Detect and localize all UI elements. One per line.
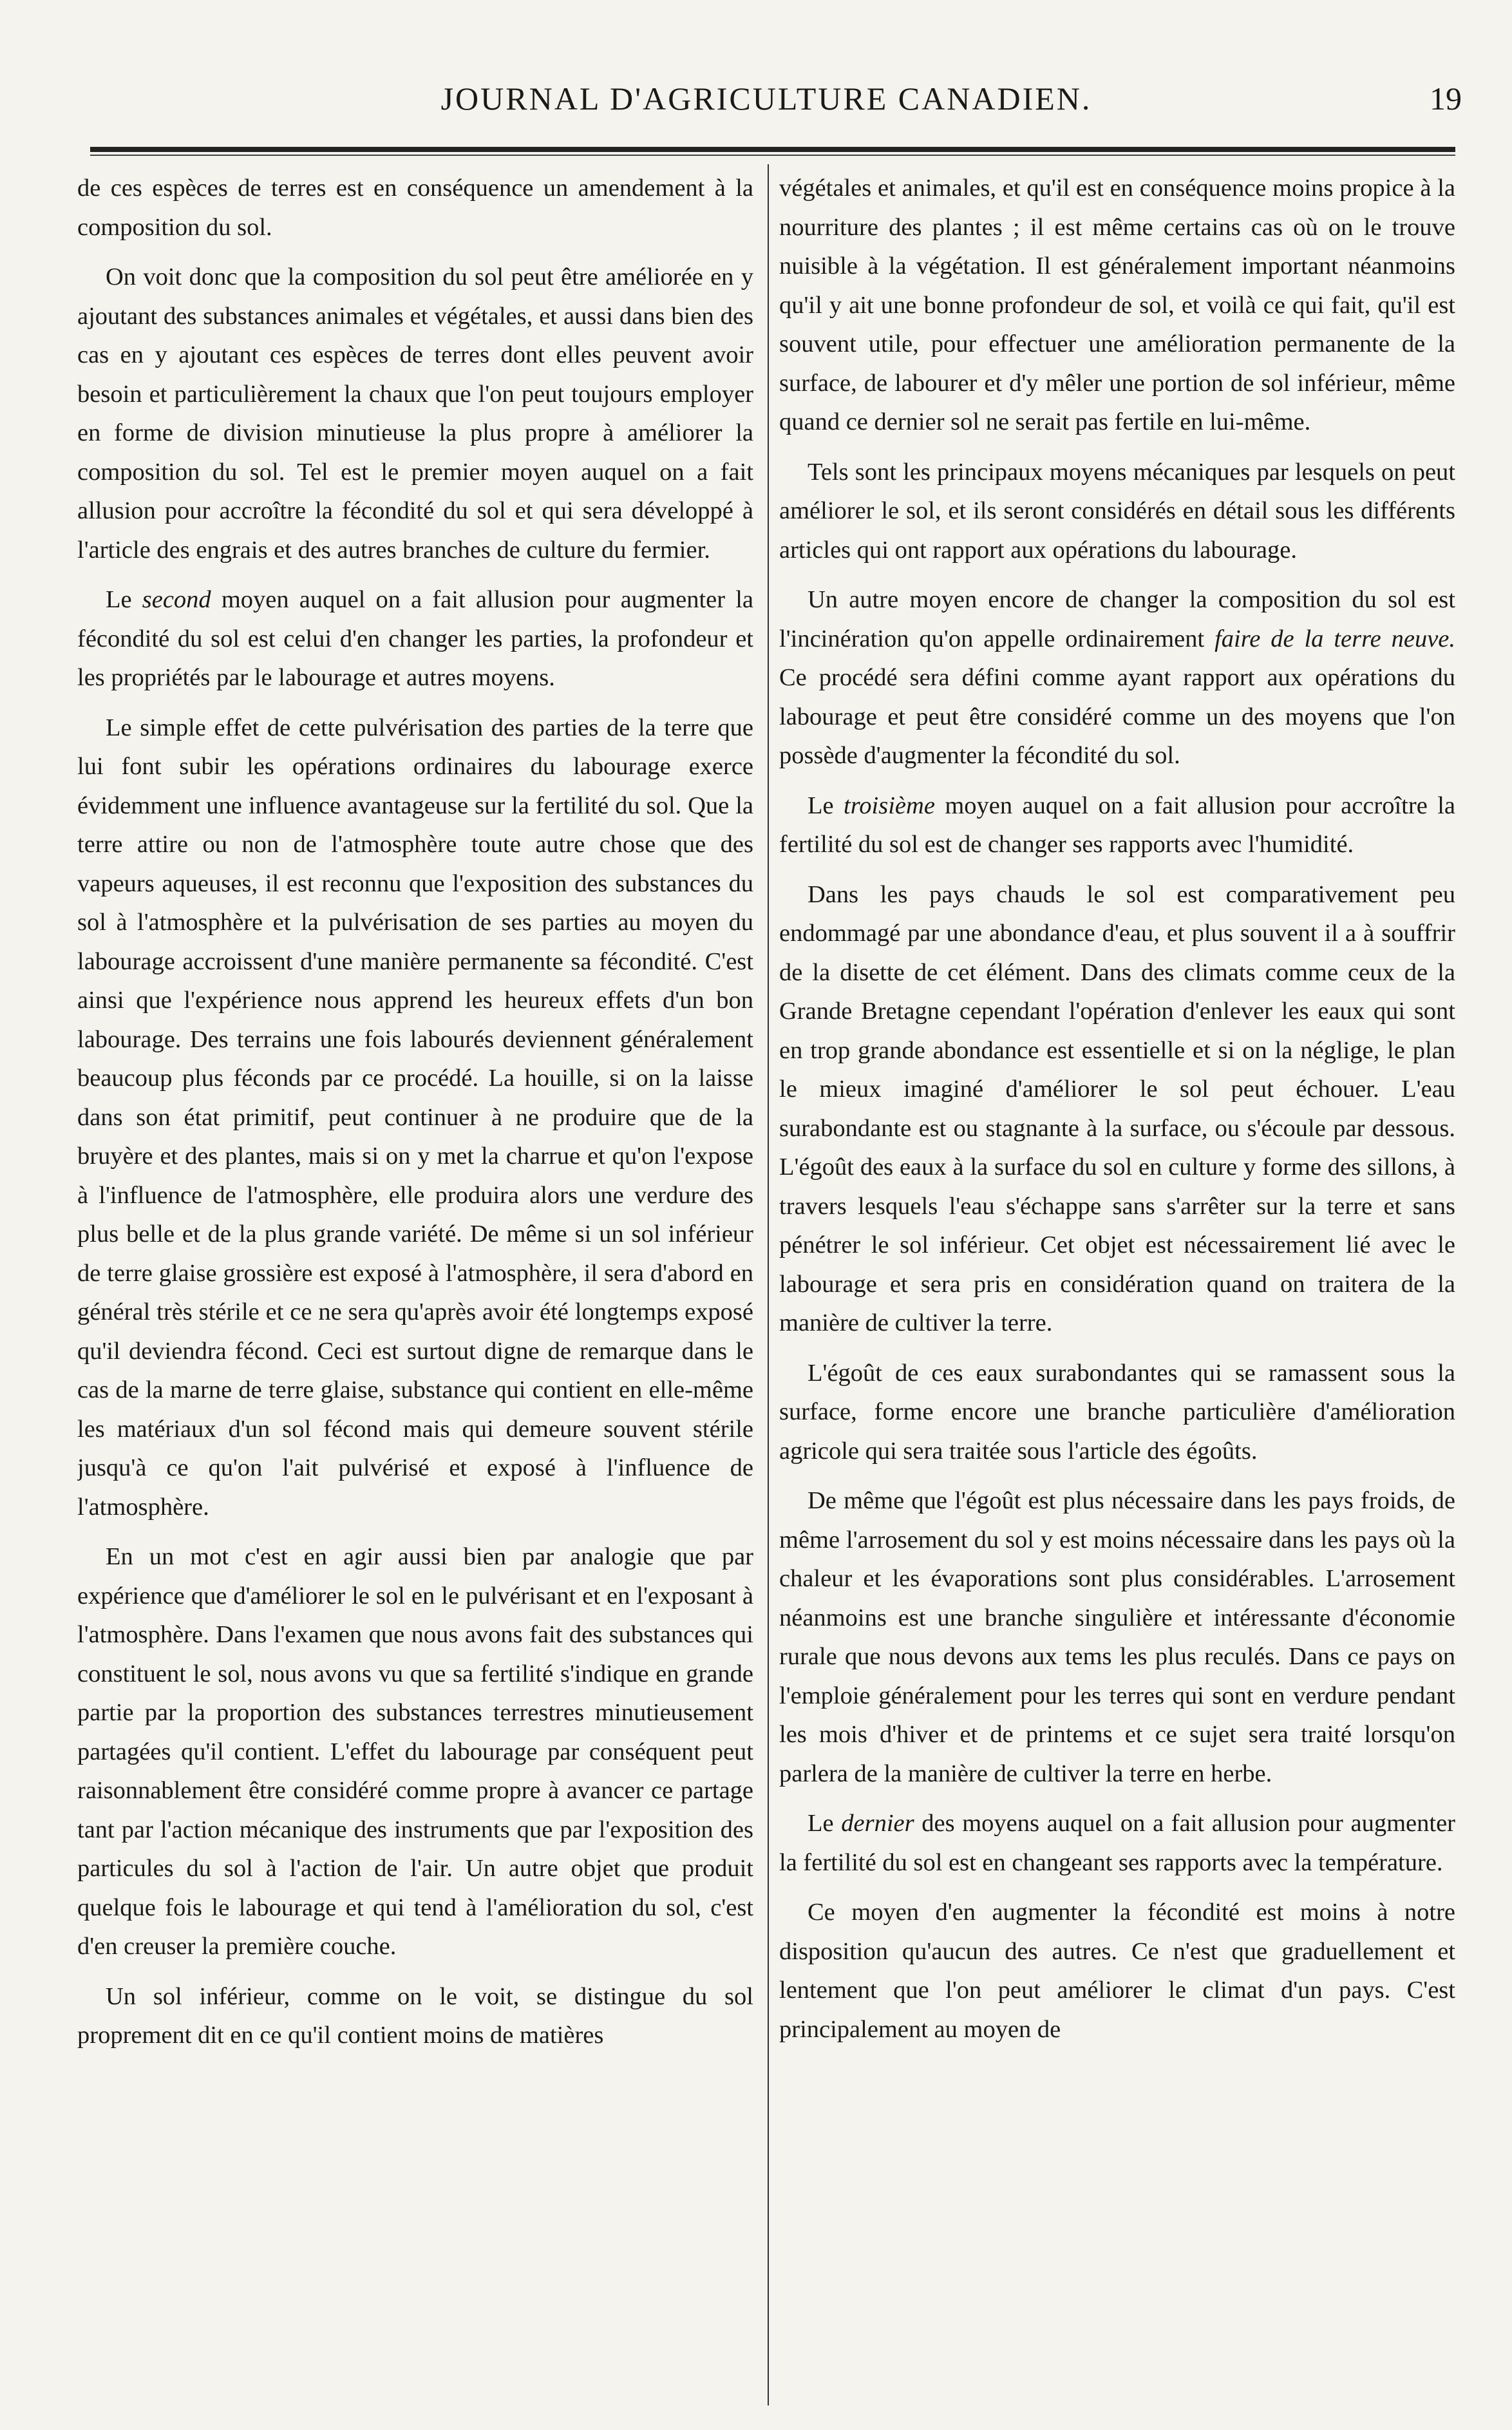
paragraph: Le simple effet de cette pulvérisation des parties de la terre que lui font subir les opérations ordinaires du labourage exerce évidemment une influence avantageuse sur la fertilité du sol. Que la terre attire ou non de l'atmosphère toute autre chose que des vapeurs aqueuses, il est reconnu que l'exposition des substances du sol à l'atmosphère et la pulvérisation de ses parties au moyen du labourage accroissent d'une manière permanente sa fécondité. C'est ainsi que l'expérience nous apprend les heureux effets d'un bon labourage. Des terrains une fois labourés deviennent généralement beaucoup plus féconds par ce procédé. La houille, si on la laisse dans son état primitif, peut continuer à ne produire que de la bruyère et des plantes, mais si on y met la charrue et qu'on l'expose à l'influence de l'atmosphère, elle produira alors une verdure des plus belle et de la plus grande variété. De même si un sol inférieur de terre glaise grossière est exposé à l'atmosphère, il sera d'abord en général très stérile et ce ne sera qu'après avoir été longtemps exposé qu'il deviendra fécond. Ceci est surtout digne de remarque dans le cas de la marne de terre glaise, substance qui contient en elle-même les matériaux d'un sol fécond mais qui demeure souvent stérile jusqu'à ce qu'on l'ait pulvérisé et exposé à l'influence de l'atmosphère. <box>77 714 753 1521</box>
paragraph: Tels sont les principaux moyens mécaniques par lesquels on peut améliorer le sol, et ils seront considérés en détail sous les différents articles qui ont rapport aux opérations du labourage. <box>779 458 1455 564</box>
right-column <box>779 169 1455 2397</box>
paragraph: Ce moyen d'en augmenter la fécondité est moins à notre disposition qu'aucun des autres. Ce n'est que graduellement et lentement que l'on peut améliorer le climat d'un pays. C'est principalement au moyen de <box>779 1899 1455 2043</box>
header-rule <box>90 147 1455 152</box>
paragraph: En un mot c'est en agir aussi bien par analogie que par expérience que d'améliorer le sol en le pulvérisant et en l'exposant à l'atmosphère. Dans l'examen que nous avons fait des substances qui constituent le sol, nous avons vu que sa fertilité s'indique en grande partie par la proportion des substances terrestres minutieusement partagées qu'il contient. L'effet du labourage par conséquent peut raisonnablement être considéré comme propre à avancer ce partage tant par l'action mécanique des instruments que par l'exposition des particules du sol à l'action de l'air. Un autre objet que produit quelque fois le labourage et qui tend à l'amélioration du sol, c'est d'en creuser la première couche. <box>77 1543 753 1960</box>
header-rule-thin <box>90 155 1455 156</box>
left-column <box>77 169 753 2397</box>
paragraph: Un sol inférieur, comme on le voit, se distingue du sol proprement dit en ce qu'il contient moins de matières <box>77 1982 753 2049</box>
paragraph: Le dernier des moyens auquel on a fait allusion pour augmenter la fertilité du sol est en changeant ses rapports avec la température. <box>779 1810 1455 1876</box>
paragraph: Le second moyen auquel on a fait allusion pour augmenter la fécondité du sol est celui d'en changer les parties, la profondeur et les propriétés par le labourage et autres moyens. <box>77 586 753 691</box>
paragraph: Dans les pays chauds le sol est comparativement peu endommagé par une abondance d'eau, et plus souvent il a à souffrir de la disette de cet élément. Dans des climats comme ceux de la Grande Bretagne cependant l'opération d'enlever les eaux qui sont en trop grande abondance est essentielle et si on la néglige, le plan le mieux imaginé d'améliorer le sol peut échouer. L'eau surabondante est ou stagnante à la surface, ou s'écoule par dessous. L'égoût des eaux à la surface du sol en culture y forme des sillons, à travers lesquels l'eau s'échappe sans s'arrêter sur la terre et sans pénétrer le sol inférieur. Cet objet est nécessairement lié avec le labourage et sera pris en considération quand on traitera de la manière de cultiver la terre. <box>779 880 1455 1336</box>
paragraph: L'égoût de ces eaux surabondantes qui se ramassent sous la surface, forme encore une branche particulière d'amélioration agricole qui sera traitée sous l'article des égoûts. <box>779 1359 1455 1465</box>
emphasis: troisième <box>844 792 935 819</box>
paragraph: Un autre moyen encore de changer la composition du sol est l'incinération qu'on appelle ordinairement faire de la terre neuve. Ce procédé sera défini comme ayant rapport aux opérations du labourage et peut être considéré comme un des moyens que l'on possède d'augmenter la fécondité du sol. <box>779 586 1455 769</box>
paragraph: Le troisième moyen auquel on a fait allusion pour accroître la fertilité du sol est de changer ses rapports avec l'humidité. <box>779 792 1455 858</box>
paragraph: végétales et animales, et qu'il est en conséquence moins propice à la nourriture des plantes ; il est même certains cas où on le trouve nuisible à la végétation. Il est généralement important néanmoins qu'il y ait une bonne profondeur de sol, et voilà ce qui fait, qu'il est souvent utile, pour effectuer une amélioration permanente de la surface, de labourer et d'y mêler une portion de sol inférieur, même quand ce dernier sol ne serait pas fertile en lui-même. <box>779 175 1455 435</box>
emphasis: faire de la terre neuve. <box>1214 625 1455 652</box>
journal-title: JOURNAL D'AGRICULTURE CANADIEN. <box>440 81 1092 117</box>
emphasis: dernier <box>841 1810 914 1837</box>
emphasis: second <box>142 586 211 613</box>
page-number: 19 <box>1430 81 1462 117</box>
page-header <box>71 76 1462 121</box>
paragraph: De même que l'égoût est plus nécessaire dans les pays froids, de même l'arrosement du sol y est moins nécessaire dans les pays où la chaleur et les évaporations sont plus considérables. L'arrosement néanmoins est une branche singulière et intéressante d'économie rurale que nous devons aux tems les plus reculés. Dans ce pays on l'emploie généralement pour les terres qui sont en verdure pendant les mois d'hiver et de printems et ce sujet sera traité lorsqu'on parlera de la manière de cultiver la terre en herbe. <box>779 1487 1455 1787</box>
paragraph: de ces espèces de terres est en conséquence un amendement à la composition du sol. <box>77 175 753 241</box>
column-divider <box>768 164 769 2406</box>
paragraph: On voit donc que la composition du sol peut être améliorée en y ajoutant des substances animales et végétales, et aussi dans bien des cas en y ajoutant ces espèces de terres dont elles peuvent avoir besoin et particulièrement la chaux que l'on peut toujours employer en forme de division minutieuse la plus propre à améliorer la composition du sol. Tel est le premier moyen auquel on a fait allusion pour accroître la fécondité du sol et qui sera développé à l'article des engrais et des autres branches de culture du fermier. <box>77 263 753 564</box>
